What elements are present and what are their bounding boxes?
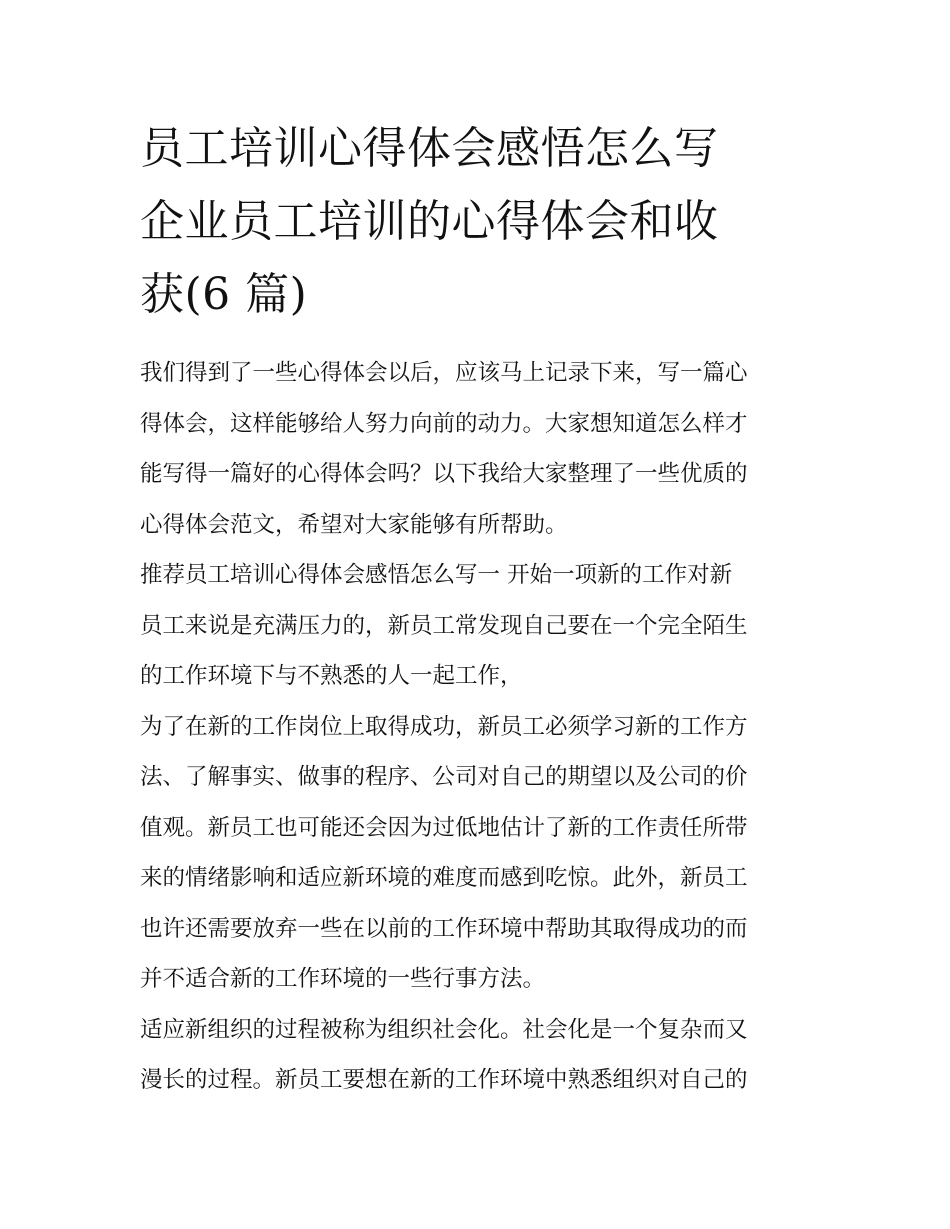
text-line: 并不适合新的工作环境的一些行事方法。: [140, 966, 546, 992]
paragraph-socialization: [140, 1005, 812, 1106]
text-line: 推荐员工培训心得体会感悟怎么写一 开始一项新的工作对新: [140, 562, 733, 588]
title-line: 获(6 篇): [140, 269, 308, 320]
text-line: 为了在新的工作岗位上取得成功，新员工必须学习新的工作方: [140, 713, 748, 740]
text-line: 我们得到了一些心得体会以后，应该马上记录下来，写一篇心: [140, 360, 748, 386]
title-line: 员工培训心得体会感悟怎么写: [140, 123, 719, 174]
text-line: 法、了解事实、做事的程序、公司对自己的期望以及公司的价: [140, 764, 748, 790]
paragraph-intro: [140, 348, 812, 550]
text-line: 也许还需要放弃一些在以前的工作环境中帮助其取得成功的而: [140, 915, 748, 942]
document-page: [140, 112, 812, 1106]
text-line: 值观。新员工也可能还会因为过低地估计了新的工作责任所带: [140, 814, 748, 841]
text-line: 来的情绪影响和适应新环境的难度而感到吃惊。此外，新员工: [140, 865, 748, 891]
text-line: 能写得一篇好的心得体会吗？以下我给大家整理了一些优质的: [140, 461, 748, 487]
document-title: [140, 112, 812, 331]
document-body: [140, 348, 812, 1106]
text-line: 员工来说是充满压力的，新员工常发现自己要在一个完全陌生: [140, 612, 748, 639]
text-line: 适应新组织的过程被称为组织社会化。社会化是一个复杂而又: [140, 1016, 748, 1043]
text-line: 得体会，这样能够给人努力向前的动力。大家想知道怎么样才: [140, 410, 748, 437]
paragraph-recommendation: [140, 550, 812, 702]
paragraph-success: [140, 702, 812, 1005]
title-line: 企业员工培训的心得体会和收: [140, 196, 719, 247]
text-line: 漫长的过程。新员工要想在新的工作环境中熟悉组织对自己的: [140, 1067, 748, 1093]
text-line: 的工作环境下与不熟悉的人一起工作，: [140, 663, 523, 689]
text-line: 心得体会范文，希望对大家能够有所帮助。: [140, 511, 568, 538]
